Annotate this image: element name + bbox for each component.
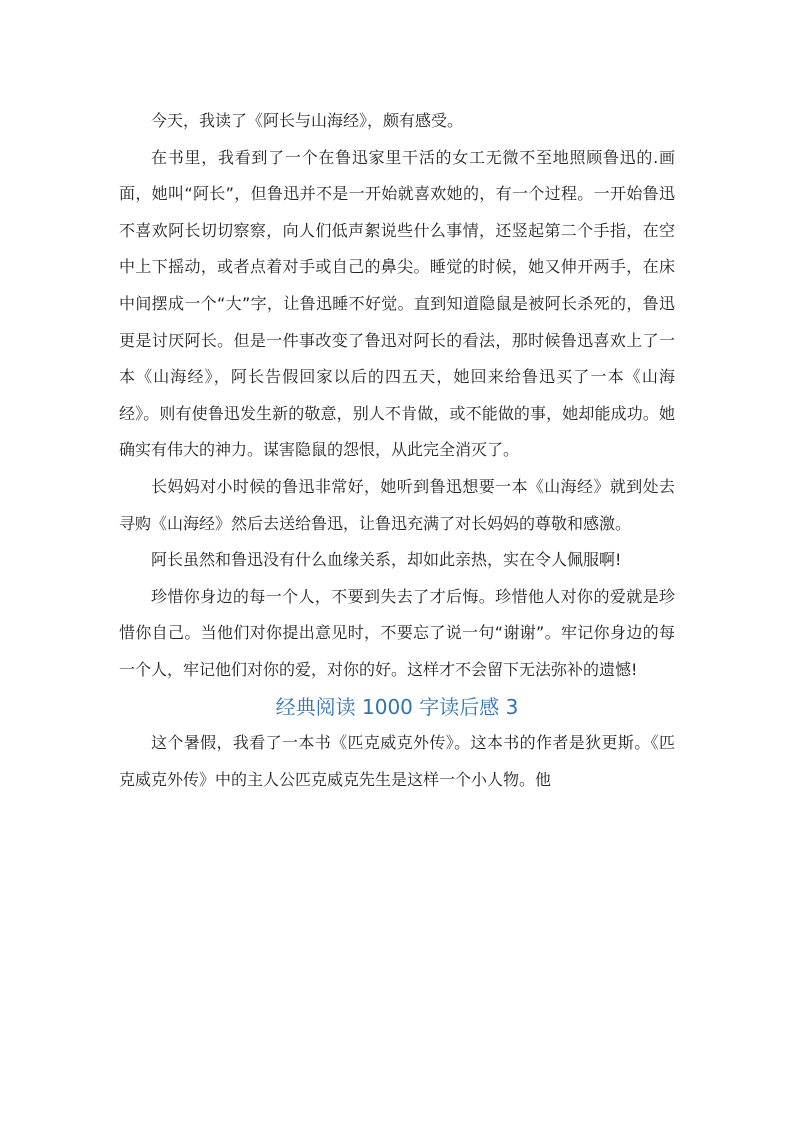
paragraph: 珍惜你身边的每一个人，不要到失去了才后悔。珍惜他人对你的爱就是珍惜你自己。当他们对你提出意见时，不要忘了说一句“谢谢”。牢记你身边的每一个人，牢记他们对你的爱，对你的好。这样才不会留下无法弥补的遗憾! [119,586,675,679]
paragraph: 阿长虽然和鲁迅没有什么血缘关系，却如此亲热，实在令人佩服啊! [151,550,622,570]
section-heading: 经典阅读 1000 字读后感 3 [275,694,519,719]
document-body [119,103,675,798]
paragraph: 这个暑假，我看了一本书《匹克威克外传》。这本书的作者是狄更斯。《匹克威克外传》中的主人公匹克威克先生是这样一个小人物。他 [119,733,675,789]
paragraph: 今天，我读了《阿长与山海经》，颇有感受。 [151,111,464,130]
paragraph: 在书里，我看到了一个在鲁迅家里干活的女工无微不至地照顾鲁迅的.画面，她叫“阿长”，但鲁迅并不是一开始就喜欢她的，有一个过程。一开始鲁迅不喜欢阿长切切察察，向人们低声絮说些什么事情，还竖起第二个手指，在空中上下摇动，或者点着对手或自己的鼻尖。睡觉的时候，她又伸开两手，在床中间摆成一个“大”字，让鲁迅睡不好觉。直到知道隐鼠是被阿长杀死的，鲁迅更是讨厌阿长。但是一件事改变了鲁迅对阿长的看法，那时候鲁迅喜欢上了一本《山海经》，阿长告假回家以后的四五天，她回来给鲁迅买了一本《山海经》。则有使鲁迅发生新的敬意，别人不肯做，或不能做的事，她却能成功。她确实有伟大的神力。谋害隐鼠的怨恨，从此完全消灭了。 [119,147,675,460]
paragraph: 长妈妈对小时候的鲁迅非常好，她听到鲁迅想要一本《山海经》就到处去寻购《山海经》然后去送给鲁迅，让鲁迅充满了对长妈妈的尊敬和感激。 [119,476,675,533]
